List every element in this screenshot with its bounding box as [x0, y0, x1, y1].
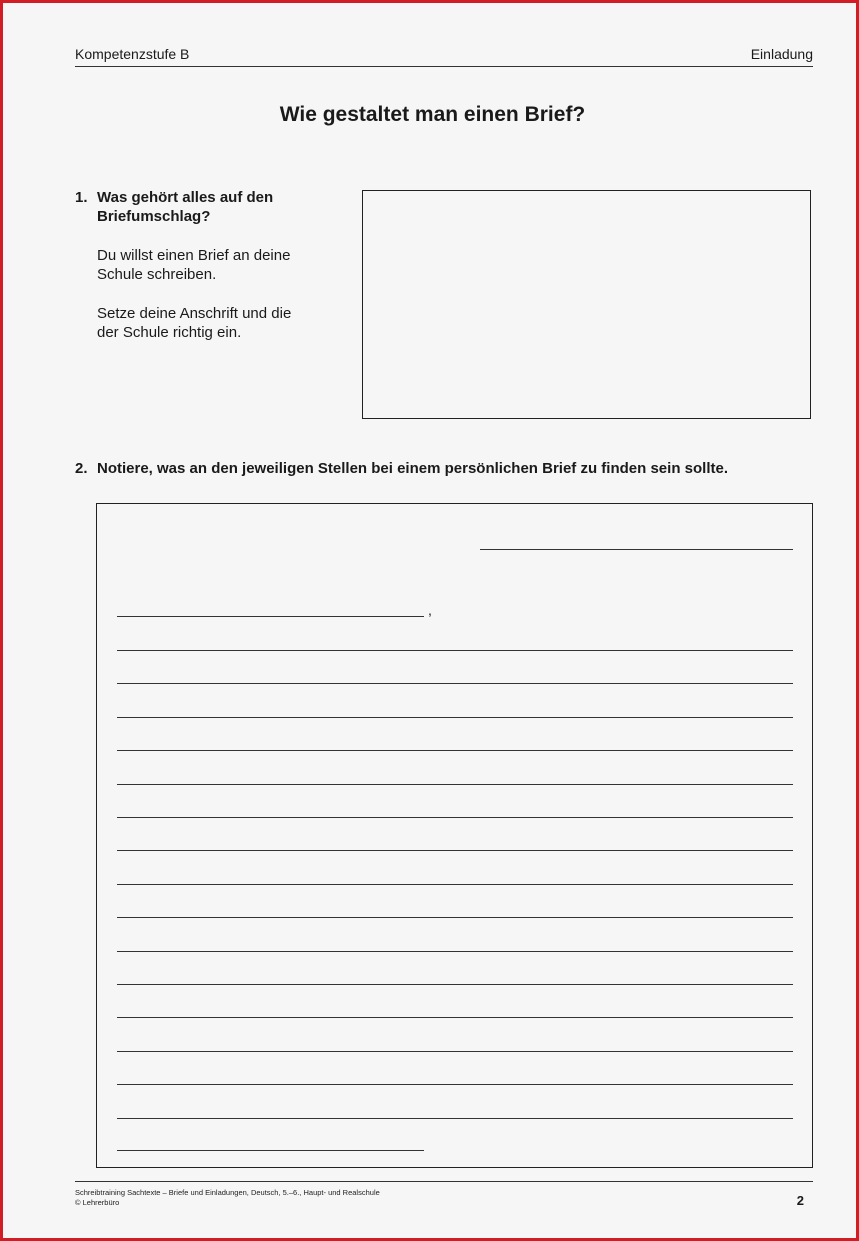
task-2-number: 2.: [75, 460, 88, 477]
page-number: 2: [796, 1193, 804, 1208]
task-1-heading-line2: Briefumschlag?: [97, 208, 211, 225]
task-1-instruction-2-line1: Setze deine Anschrift und die: [97, 305, 292, 322]
envelope-answer-box[interactable]: [362, 190, 811, 419]
letter-writing-line[interactable]: [117, 1017, 793, 1018]
letter-writing-line[interactable]: [117, 650, 793, 651]
letter-writing-line[interactable]: [117, 884, 793, 885]
letter-template-box: [96, 503, 813, 1168]
task-1-number: 1.: [75, 189, 88, 206]
salutation-comma: ,: [428, 602, 432, 618]
task-1-instruction-2: [97, 304, 345, 342]
task-2: [75, 459, 835, 478]
letter-writing-line[interactable]: [117, 984, 793, 985]
salutation-line[interactable]: [117, 616, 424, 617]
task-1-heading-line1: Was gehört alles auf den: [97, 189, 274, 206]
header-competency-level: Kompetenzstufe B: [75, 46, 190, 62]
footer-copyright: © Lehrerbüro: [75, 1198, 120, 1207]
task-2-heading: Notiere, was an den jeweiligen Stellen bei einem persönlichen Brief zu finden sein sollte.: [97, 460, 728, 477]
letter-writing-line[interactable]: [117, 917, 793, 918]
footer-credits: [75, 1188, 380, 1208]
letter-writing-line[interactable]: [117, 1084, 793, 1085]
page-header: [75, 46, 813, 67]
letter-writing-line[interactable]: [117, 784, 793, 785]
task-1: [75, 188, 345, 342]
letter-writing-line[interactable]: [117, 817, 793, 818]
task-1-instruction-1: [97, 246, 345, 284]
letter-writing-line[interactable]: [117, 951, 793, 952]
task-1-instruction-2-line2: der Schule richtig ein.: [97, 324, 242, 341]
letter-writing-line[interactable]: [117, 750, 793, 751]
page-title: Wie gestaltet man einen Brief?: [279, 103, 586, 126]
letter-writing-line[interactable]: [117, 1118, 793, 1119]
task-1-instruction-1-line2: Schule schreiben.: [97, 266, 217, 283]
letter-writing-line[interactable]: [117, 1051, 793, 1052]
letter-writing-line[interactable]: [117, 850, 793, 851]
letter-writing-line[interactable]: [117, 683, 793, 684]
signature-line[interactable]: [117, 1150, 424, 1151]
task-1-heading: [97, 188, 345, 226]
letter-writing-line[interactable]: [117, 717, 793, 718]
date-line[interactable]: [480, 549, 793, 550]
footer-series-title: Schreibtraining Sachtexte – Briefe und Einladungen, Deutsch, 5.–6., Haupt- und Realschule: [75, 1188, 380, 1197]
task-1-instruction-1-line1: Du willst einen Brief an deine: [97, 247, 291, 264]
header-topic: Einladung: [750, 46, 813, 62]
footer-rule: [75, 1181, 813, 1182]
